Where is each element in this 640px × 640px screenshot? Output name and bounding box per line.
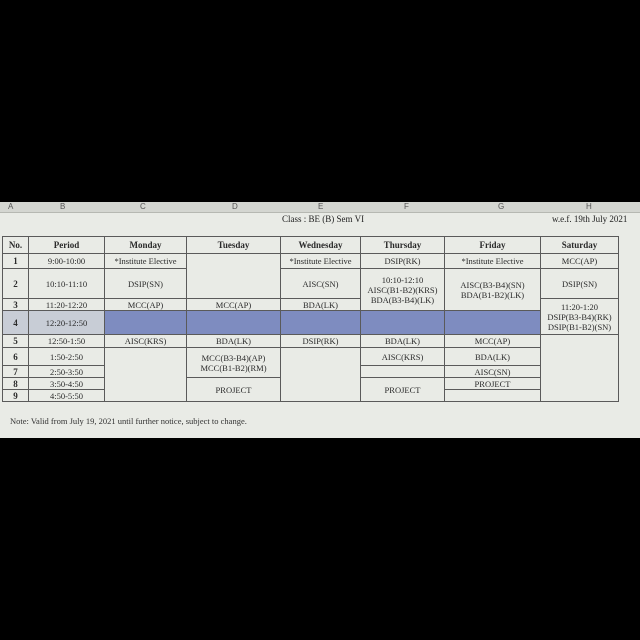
header-saturday: Saturday (541, 237, 619, 254)
header-monday: Monday (105, 237, 187, 254)
cell-thu-8-9[interactable]: PROJECT (361, 378, 445, 402)
column-letter[interactable]: D (232, 202, 238, 211)
cell-fri-7[interactable]: AISC(SN) (445, 366, 541, 378)
timetable (2, 236, 619, 402)
cell-wed-2[interactable]: AISC(SN) (281, 269, 361, 299)
cell-sat-2[interactable]: DSIP(SN) (541, 269, 619, 299)
table-row-break (3, 311, 619, 335)
row-number[interactable]: 7 (3, 366, 29, 378)
cell-wed-5[interactable]: DSIP(RK) (281, 335, 361, 348)
period-cell[interactable]: 11:20-12:20 (29, 299, 105, 311)
cell-mon-4[interactable] (105, 311, 187, 335)
thu-lab-batch-1: AISC(B1-B2)(KRS) (367, 284, 438, 295)
period-cell[interactable]: 12:50-1:50 (29, 335, 105, 348)
column-letter[interactable]: A (8, 202, 14, 211)
cell-wed-1[interactable]: *Institute Elective (281, 254, 361, 269)
period-cell[interactable]: 2:50-3:50 (29, 366, 105, 378)
cell-thu-6[interactable]: AISC(KRS) (361, 348, 445, 366)
row-number[interactable]: 5 (3, 335, 29, 348)
period-cell[interactable]: 1:50-2:50 (29, 348, 105, 366)
cell-tue-5[interactable]: BDA(LK) (187, 335, 281, 348)
row-number[interactable]: 2 (3, 269, 29, 299)
row-number[interactable]: 8 (3, 378, 29, 390)
cell-tue-6-7[interactable] (187, 348, 281, 378)
header-thursday: Thursday (361, 237, 445, 254)
cell-fri-6[interactable]: BDA(LK) (445, 348, 541, 366)
cell-fri-2-3[interactable] (445, 269, 541, 311)
table-row (3, 335, 619, 348)
table-row (3, 348, 619, 366)
column-header-bar (0, 202, 640, 213)
cell-tue-8-9[interactable]: PROJECT (187, 378, 281, 402)
thu-lab-time: 10:10-12:10 (381, 274, 424, 285)
row-number[interactable]: 9 (3, 390, 29, 402)
tue-lab-batch-2: MCC(B1-B2)(RM) (200, 362, 267, 373)
column-letter[interactable]: E (318, 202, 324, 211)
cell-mon-5[interactable]: AISC(KRS) (105, 335, 187, 348)
sat-lab-batch-1: DSIP(B3-B4)(RK) (547, 311, 612, 322)
cell-thu-4[interactable] (361, 311, 445, 335)
cell-fri-1[interactable]: *Institute Elective (445, 254, 541, 269)
cell-sat-1[interactable]: MCC(AP) (541, 254, 619, 269)
cell-fri-5[interactable]: MCC(AP) (445, 335, 541, 348)
sat-lab-time: 11:20-1:20 (561, 301, 598, 312)
column-letter[interactable]: C (140, 202, 146, 211)
period-cell[interactable]: 4:50-5:50 (29, 390, 105, 402)
header-no: No. (3, 237, 29, 254)
cell-mon-6-9[interactable] (105, 348, 187, 402)
table-row (3, 254, 619, 269)
sat-lab-batch-2: DSIP(B1-B2)(SN) (547, 321, 612, 332)
fri-lab-batch-2: BDA(B1-B2)(LK) (460, 289, 525, 300)
cell-tue-1-2[interactable] (187, 254, 281, 299)
cell-sat-3-4[interactable] (541, 299, 619, 335)
cell-tue-3[interactable]: MCC(AP) (187, 299, 281, 311)
cell-wed-3[interactable]: BDA(LK) (281, 299, 361, 311)
cell-mon-3[interactable]: MCC(AP) (105, 299, 187, 311)
cell-thu-1[interactable]: DSIP(RK) (361, 254, 445, 269)
period-cell[interactable]: 9:00-10:00 (29, 254, 105, 269)
header-period: Period (29, 237, 105, 254)
header-wednesday: Wednesday (281, 237, 361, 254)
validity-note: Note: Valid from July 19, 2021 until further notice, subject to change. (10, 416, 247, 426)
cell-mon-2[interactable]: DSIP(SN) (105, 269, 187, 299)
cell-thu-5[interactable]: BDA(LK) (361, 335, 445, 348)
cell-tue-4[interactable] (187, 311, 281, 335)
period-cell[interactable]: 3:50-4:50 (29, 378, 105, 390)
period-cell[interactable]: 12:20-12:50 (29, 311, 105, 335)
column-letter[interactable]: F (404, 202, 409, 211)
fri-lab-batch-1: AISC(B3-B4)(SN) (460, 279, 525, 290)
cell-fri-9[interactable] (445, 390, 541, 402)
cell-thu-7[interactable] (361, 366, 445, 378)
table-row (3, 269, 619, 299)
column-letter[interactable]: B (60, 202, 66, 211)
tue-lab-batch-1: MCC(B3-B4)(AP) (201, 352, 266, 363)
row-number[interactable]: 3 (3, 299, 29, 311)
cell-mon-1[interactable]: *Institute Elective (105, 254, 187, 269)
header-tuesday: Tuesday (187, 237, 281, 254)
column-letter[interactable]: G (498, 202, 505, 211)
period-cell[interactable]: 10:10-11:10 (29, 269, 105, 299)
header-friday: Friday (445, 237, 541, 254)
cell-fri-4[interactable] (445, 311, 541, 335)
thu-lab-batch-2: BDA(B3-B4)(LK) (370, 294, 435, 305)
row-number[interactable]: 4 (3, 311, 29, 335)
cell-thu-2-3[interactable] (361, 269, 445, 311)
cell-fri-8[interactable]: PROJECT (445, 378, 541, 390)
row-number[interactable]: 1 (3, 254, 29, 269)
column-letter[interactable]: H (586, 202, 592, 211)
row-number[interactable]: 6 (3, 348, 29, 366)
cell-wed-6-9[interactable] (281, 348, 361, 402)
effective-date: w.e.f. 19th July 2021 (552, 214, 628, 224)
cell-wed-4[interactable] (281, 311, 361, 335)
class-title: Class : BE (B) Sem VI (282, 214, 365, 224)
cell-sat-5-9[interactable] (541, 335, 619, 402)
